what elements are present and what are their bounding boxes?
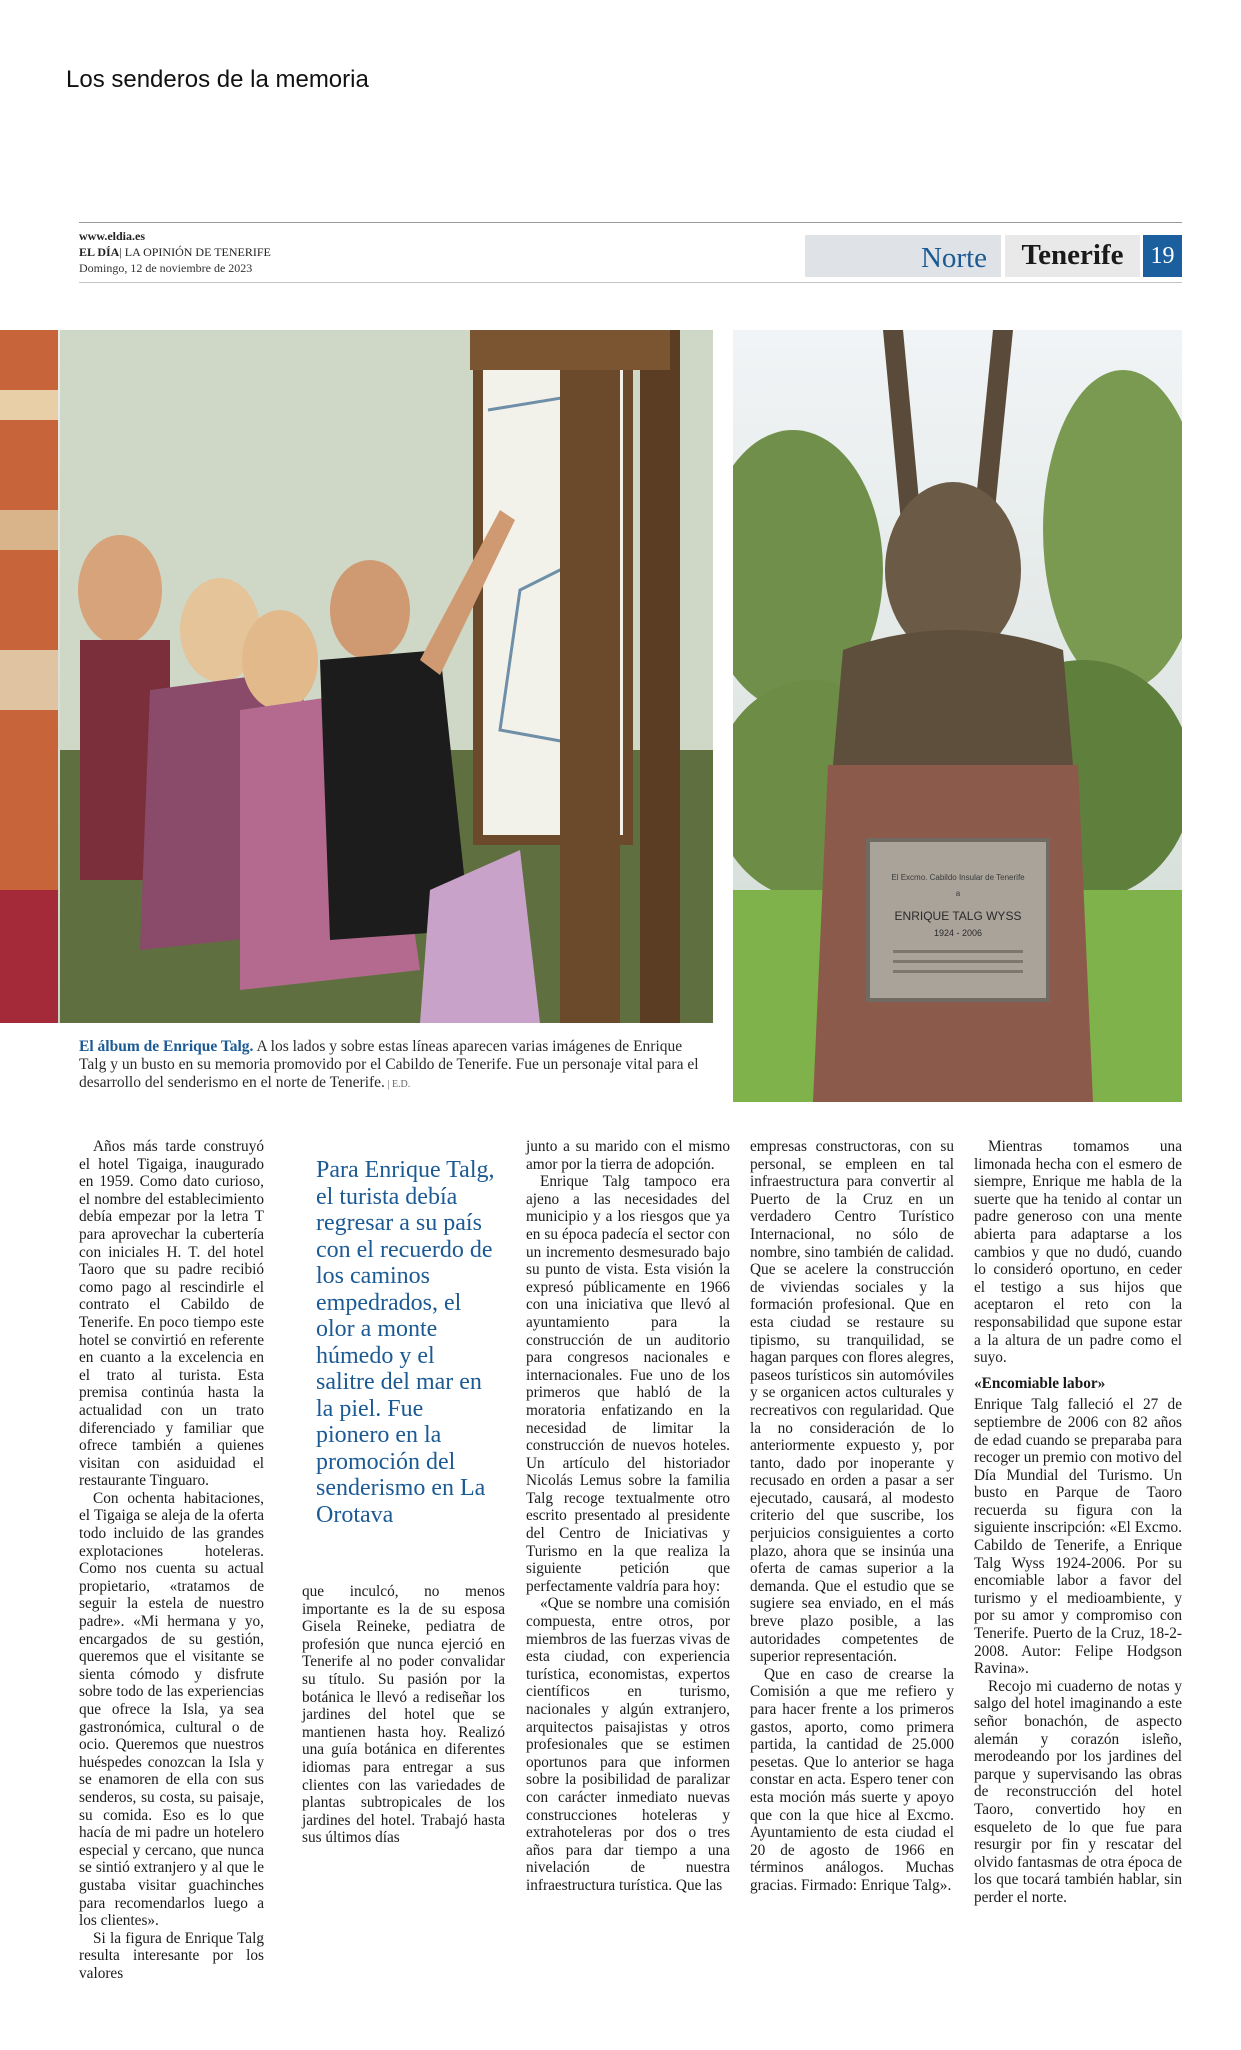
- section-header: [805, 235, 1182, 277]
- paragraph: Si la figura de Enrique Talg resulta interesante por los valores: [79, 1929, 264, 1982]
- paragraph: empresas constructoras, con su personal, se empleen en tal infraestructura para convertir al Puerto de la Cruz en un verdadero Centro Turístico Internacional, no sólo de nombre, sino también de calidad. Que se acelere la construcción de viviendas sociales y la formación profesional. Que en esta ciudad se restaure su tipismo, su tranquilidad, se hagan parques con flores alegres, paseos turísticos sin automóviles y se organicen actos culturales y recreativos con regularidad. Que la no consideración de lo anteriormente expuesto y, por tanto, dado por inoperante y recusado en orden a pasar a ser ejecutado, causará, al modesto criterio del que suscribe, los perjuicios consiguientes a corto plazo, ahora que se insinúa una oferta de camas superior a la demanda. Que el estudio que se sugiere sea enviado, en el más breve plazo posible, a las autoridades competentes de superior representación.: [750, 1138, 954, 1666]
- paragraph: «Que se nombre una comisión compuesta, entre otros, por miembros de las fuerzas vivas de esta ciudad, con experiencia turística, economistas, expertos científicos en turismo, nacionales y algún extranjero, arquitectos paisajistas y otros profesionales que se estimen oportunos para que informen sobre la posibilidad de paralizar con carácter inmediato nuevas construcciones hoteleras y extrahoteleras por dos o tres años para dar tiempo a una nivelación de nuestra infraestructura turística. Que las: [526, 1595, 730, 1894]
- document-title: Los senderos de la memoria: [66, 66, 369, 93]
- plaque-years: 1924 - 2006: [933, 928, 983, 938]
- paragraph: Años más tarde construyó el hotel Tigaiga, inaugurado en 1959. Como dato curioso, el nombre del establecimiento debía empezar por la letra T para aprovechar la cubertería con iniciales H. T. del hotel Taoro que su padre recibió como pago al rescindirle el contrato el Cabildo de Tenerife. En poco tiempo este hotel se convirtió en referente en cuanto a la excelencia en el trato al turista. Esta premisa continúa hasta la actualidad con un trato diferenciado y familiar que ofrece también a quienes visitan con asiduidad el restaurante Tinguaro.: [79, 1138, 264, 1490]
- caption-title: El álbum de Enrique Talg.: [79, 1038, 254, 1055]
- article-column-2: [302, 1583, 505, 1847]
- masthead-paper-name: EL DÍA: [79, 245, 120, 259]
- caption-credit: | E.D.: [384, 1079, 411, 1090]
- header-rule-bottom: [79, 282, 1182, 283]
- article-column-1: [79, 1138, 264, 1983]
- section-tenerife: Tenerife: [1005, 235, 1140, 277]
- paragraph: Que en caso de crearse la Comisión a que me refiero y para hacer frente a los primeros gastos, aporto, como primera partida, la cantidad de 25.000 pesetas. Que lo anterior se haga constar en acta. Espero tener con esta moción más suerte y apoyo que con la que hice al Excmo. Ayuntamiento de esta ciudad el 20 de agosto de 1966 en términos análogos. Muchas gracias. Firmado: Enrique Talg».: [750, 1665, 954, 1894]
- plaque-name: ENRIQUE TALG WYSS: [894, 909, 1022, 923]
- plaque-line1: El Excmo. Cabildo Insular de Tenerife: [891, 873, 1025, 882]
- caption-text: A los lados y sobre estas líneas aparecen varias imágenes de Enrique Talg y un busto en su memoria promovido por el Cabildo de Tenerife. Fue un personaje vital para el desarrollo del senderismo en el norte de Tenerife.: [79, 1038, 699, 1091]
- section-norte: Norte: [805, 235, 1001, 277]
- article-column-5: [974, 1138, 1182, 1907]
- plaque-line2: a: [955, 889, 961, 898]
- photo-enrique-talg-trail-map: [0, 330, 713, 1023]
- masthead: [79, 228, 271, 276]
- photo-left-illustration: [0, 330, 713, 1023]
- page-number: 19: [1143, 235, 1182, 277]
- photo-bust-enrique-talg: [733, 330, 1182, 1102]
- photo-right-illustration: [733, 330, 1182, 1102]
- paragraph: Enrique Talg falleció el 27 de septiembre de 2006 con 82 años de edad cuando se preparaba para recoger un premio con motivo del Día Mundial del Turismo. Un busto en Parque de Taoro recuerda su figura con la siguiente inscripción: «El Excmo. Cabildo de Tenerife, a Enrique Talg Wyss 1924-2006. Por su encomiable labor a favor del turismo y el medioambiente, y por su amor y compromiso con Tenerife. Puerto de la Cruz, 18-2-2008. Autor: Felipe Hodgson Ravina».: [974, 1396, 1182, 1678]
- paragraph: Recojo mi cuaderno de notas y salgo del hotel imaginando a este señor bonachón, de aspecto alemán y corazón isleño, merodeando por los jardines del parque y supervisando las obras de reconstrucción del hotel Taoro, convertido hoy en esqueleto de lo que fue para resurgir por fin y rescatar del olvido fantasmas de otra época de los que tocará también hablar, sin perder el norte.: [974, 1677, 1182, 1906]
- subheading: «Encomiable labor»: [974, 1374, 1106, 1392]
- photo-caption: [79, 1038, 713, 1094]
- paragraph: junto a su marido con el mismo amor por la tierra de adopción.: [526, 1138, 730, 1173]
- masthead-paper: [79, 244, 271, 260]
- pull-quote: Para Enrique Talg, el turista debía regresar a su país con el recuerdo de los caminos empedrados, el olor a monte húmedo y el salitre del mar en la piel. Fue pionero en la promoción del senderismo en La Orotava: [316, 1157, 495, 1528]
- paragraph: que inculcó, no menos importante es la de su esposa Gisela Reineke, pediatra de profesión que nunca ejerció en Tenerife al no poder convalidar su título. Su pasión por la botánica le llevó a rediseñar los jardines del hotel que se mantienen hasta hoy. Realizó una guía botánica en diferentes idiomas para entregar a sus clientes con las variedades de plantas subtropicales de los jardines del hotel. Trabajó hasta sus últimos días: [302, 1583, 505, 1847]
- masthead-date: Domingo, 12 de noviembre de 2023: [79, 261, 253, 275]
- paragraph: Enrique Talg tampoco era ajeno a las necesidades del municipio y a los riesgos que ya en su época padecía el sector con un incremento desmesurado bajo su punto de vista. Esta visión la expresó públicamente en 1966 con una iniciativa que llevó al ayuntamiento para la construcción de un auditorio para congresos nacionales e internacionales. Fue uno de los primeros que habló de la moratoria enfatizando en la necesidad de limitar la construcción de nuevos hoteles. Un artículo del historiador Nicolás Lemus sobre la familia Talg recoge textualmente otro escrito presentado al presidente del Centro de Iniciativas y Turismo en la que realiza la siguiente petición que perfectamente valdría para hoy:: [526, 1173, 730, 1595]
- paragraph: Con ochenta habitaciones, el Tigaiga se aleja de la oferta todo incluido de las grandes explotaciones hoteleras. Como nos cuenta su actual propietario, «tratamos de seguir la estela de nuestro padre». «Mi hermana y yo, encargados de su gestión, queremos que el visitante se sienta cómodo y disfrute sobre todo de las experiencias que ofrece la Isla, ya sea gastronómica, cultural o de ocio. Queremos que nuestros huéspedes conozcan la Isla y se enamoren de ella con sus senderos, su costa, su paisaje, su comida. Eso es lo que hacía de mi padre un hotelero especial y cercano, que nunca se sintió extranjero y al que le gustaba visitar guachinches para recomendarlos luego a los clientes».: [79, 1489, 264, 1930]
- article-column-4: [750, 1138, 954, 1895]
- article-column-3: [526, 1138, 730, 1895]
- paragraph: Mientras tomamos una limonada hecha con el esmero de siempre, Enrique me habla de la suerte que ha tenido al contar un padre generoso con una mente abierta para adaptarse a los cambios y que no dudó, cuando lo consideró oportuno, en ceder el testigo a sus hijos que aceptaron el reto con la responsabilidad que supone estar a la altura de un padre como el suyo.: [974, 1138, 1182, 1367]
- masthead-paper-sub: | LA OPINIÓN DE TENERIFE: [119, 245, 271, 259]
- header-rule-top: [79, 222, 1182, 223]
- masthead-site[interactable]: www.eldia.es: [79, 229, 145, 243]
